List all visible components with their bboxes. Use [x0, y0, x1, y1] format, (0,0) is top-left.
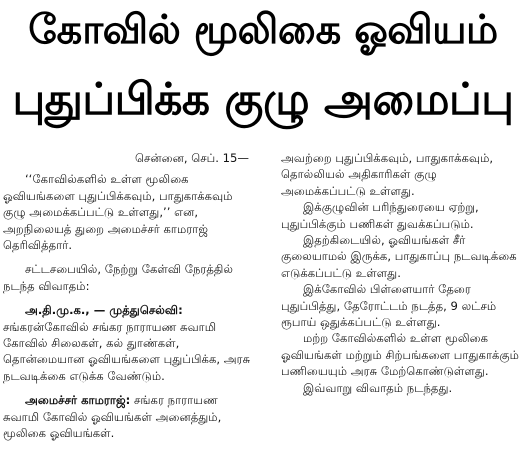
- lead-paragraph: ‘‘கோவில்களில் உள்ள மூலிகை ஓவியங்களை புதுப்பிக்கவும், பாதுகாக்கவும் குழு அமைக்கப்பட்டு உள்ளது,’’ என, அறநிலையத் துறை அமைச்சர் காமராஜ் தெரிவித்தார்.: [3, 172, 233, 253]
- article-left-column: [3, 150, 253, 442]
- dateline: சென்னை, செப். 15—: [134, 151, 249, 165]
- answer-paragraph: [3, 392, 253, 441]
- headline-line-1: கோவில் மூலிகை ஓவியம்: [28, 7, 498, 53]
- speaker-muthuselvi: அ.தி.மு.க., — முத்துசெல்வி:: [25, 303, 183, 318]
- right-paragraph-1: அவற்றை புதுப்பிக்கவும், பாதுகாக்கவும், தொல்லியல் அதிகாரிகள் குழு அமைக்கப்பட்டு உள்ளது.: [281, 151, 494, 198]
- right-paragraph-2: இக்குழுவின் பரிந்துரையை ஏற்று, புதுப்பிக்கும் பணிகள் துவக்கப்படும்.: [281, 200, 479, 231]
- article-right-column: [281, 150, 521, 396]
- answer-text: சங்கர நாராயண சுவாமி கோவில் ஓவியங்கள் அனைத்தும், மூலிகை ஓவியங்கள்.: [3, 393, 222, 441]
- headline-line-2: புதுப்பிக்க குழு அமைப்பு: [12, 74, 514, 125]
- right-paragraph-6: இவ்வாறு விவாதம் நடந்தது.: [303, 380, 453, 395]
- right-paragraph-4: இக்கோவில் பிள்ளையார் தேரை புதுப்பித்து, தேரோட்டம் நடத்த, 9 லட்சம் ரூபாய் ஒதுக்கப்பட்டு உள்ளது.: [281, 282, 497, 330]
- right-paragraph-5: மற்ற கோவில்களில் உள்ள மூலிகை ஓவியங்கள் மற்றும் சிற்பங்களை பாதுகாக்கும் பணியையும் அரசு மேற்கொண்டுள்ளது.: [281, 331, 519, 379]
- debate-intro-paragraph: சட்டசபையில், நேற்று கேள்வி நேரத்தில் நடந்த விவாதம்:: [3, 262, 234, 293]
- right-paragraph-3: இதற்கிடையில், ஓவியங்கள் சீர் குலையாமல் இருக்க, பாதுகாப்பு நடவடிக்கை எடுக்கப்பட்டு உள்ளது.: [281, 233, 517, 280]
- speaker-minister-kamaraj: அமைச்சர் காமராஜ்:: [25, 393, 131, 408]
- question-text: சங்கரன்கோவில் சங்கர நாராயண சுவாமி கோவில் சிலைகள், கல் துாண்கள், தொன்மையான ஓவியங்களை புதுப்பிக்க, அரசு நடவடிக்கை எடுக்க வேண்டும்.: [3, 319, 251, 383]
- question-paragraph: [3, 302, 253, 384]
